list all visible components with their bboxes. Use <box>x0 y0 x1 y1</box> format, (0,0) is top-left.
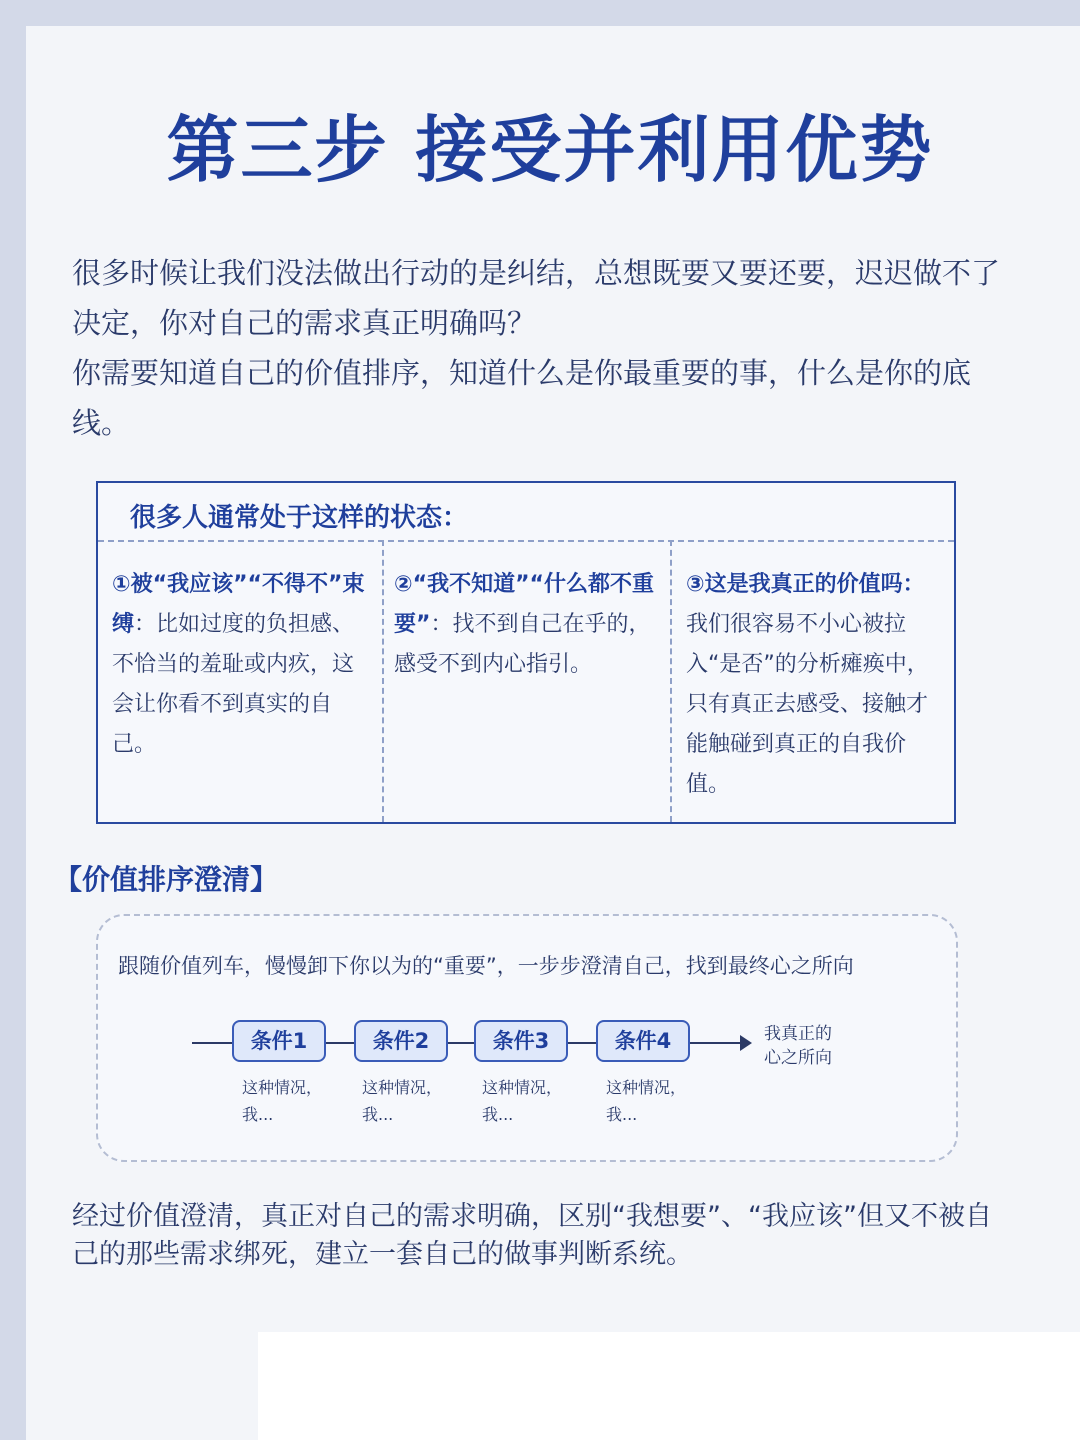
flow-connector-1 <box>324 1042 354 1044</box>
conclusion-text: 经过价值澄清，真正对自己的需求明确，区别“我想要”、“我应该”但又不被自己的那些需求绑死，建立一套自己的做事判断系统。 <box>72 1201 992 1270</box>
intro-text <box>72 248 1012 448</box>
flow-connector-end <box>688 1042 742 1044</box>
state-item-2 <box>394 565 654 685</box>
step-4-note-line-2: 我... <box>606 1105 638 1124</box>
condition-step-3: 条件3 <box>474 1020 568 1062</box>
step-3-note-line-1: 这种情况， <box>482 1078 563 1097</box>
step-2-note-line-2: 我... <box>362 1105 394 1124</box>
flow-connector-3 <box>566 1042 596 1044</box>
intro-paragraph-1: 很多时候让我们没法做出行动的是纠结，总想既要又要还要，迟迟做不了决定，你对自己的需求真正明确吗？ <box>72 256 1001 340</box>
flow-connector-2 <box>446 1042 474 1044</box>
step-1-note-line-2: 我... <box>242 1105 274 1124</box>
state-item-1-lead: ①被“我应该”“不得不”束缚 <box>112 572 365 637</box>
flow-description: 跟随价值列车，慢慢卸下你以为的“重要”，一步步澄清自己，找到最终心之所向 <box>118 954 854 978</box>
value-train-flow <box>96 914 958 1162</box>
condition-step-1-note <box>242 1074 322 1128</box>
flow-destination-line-2: 心之所向 <box>764 1048 832 1068</box>
state-item-2-lead: ②“我不知道”“什么都不重要” <box>394 572 655 637</box>
bottom-blank-area <box>258 1332 1080 1440</box>
condition-step-2-note <box>362 1074 442 1128</box>
column-divider-1 <box>382 540 384 822</box>
state-item-3-body: 我们很容易不小心被拉入“是否”的分析瘫痪中，只有真正去感受、接触才能触碰到真正的自我价值。 <box>686 612 929 797</box>
state-item-3-lead: ③这是我真正的价值吗： <box>686 572 925 597</box>
states-box <box>96 481 956 824</box>
condition-step-2: 条件2 <box>354 1020 448 1062</box>
states-heading: 很多人通常处于这样的状态： <box>130 503 469 533</box>
state-item-1 <box>112 565 370 765</box>
page-title: 第三步 接受并利用优势 <box>166 108 934 192</box>
clarify-section-title: 【价值排序澄清】 <box>54 863 279 896</box>
condition-step-4: 条件4 <box>596 1020 690 1062</box>
condition-step-1: 条件1 <box>232 1020 326 1062</box>
condition-step-4-note <box>606 1074 686 1128</box>
states-divider <box>98 540 954 542</box>
step-4-note-line-1: 这种情况， <box>606 1078 687 1097</box>
arrow-right-icon <box>740 1035 752 1051</box>
column-divider-2 <box>670 540 672 822</box>
flow-destination <box>764 1022 832 1070</box>
flow-connector-start <box>192 1042 232 1044</box>
state-item-2-body: ：找不到自己在乎的，感受不到内心指引。 <box>394 612 651 677</box>
step-3-note-line-2: 我... <box>482 1105 514 1124</box>
state-item-1-body: ：比如过度的负担感、不恰当的羞耻或内疚，这会让你看不到真实的自己。 <box>112 612 355 757</box>
intro-paragraph-2: 你需要知道自己的价值排序，知道什么是你最重要的事，什么是你的底线。 <box>72 356 972 440</box>
state-item-3 <box>686 565 942 805</box>
step-2-note-line-1: 这种情况， <box>362 1078 443 1097</box>
condition-step-3-note <box>482 1074 562 1128</box>
step-1-note-line-1: 这种情况， <box>242 1078 323 1097</box>
flow-destination-line-1: 我真正的 <box>764 1024 832 1044</box>
